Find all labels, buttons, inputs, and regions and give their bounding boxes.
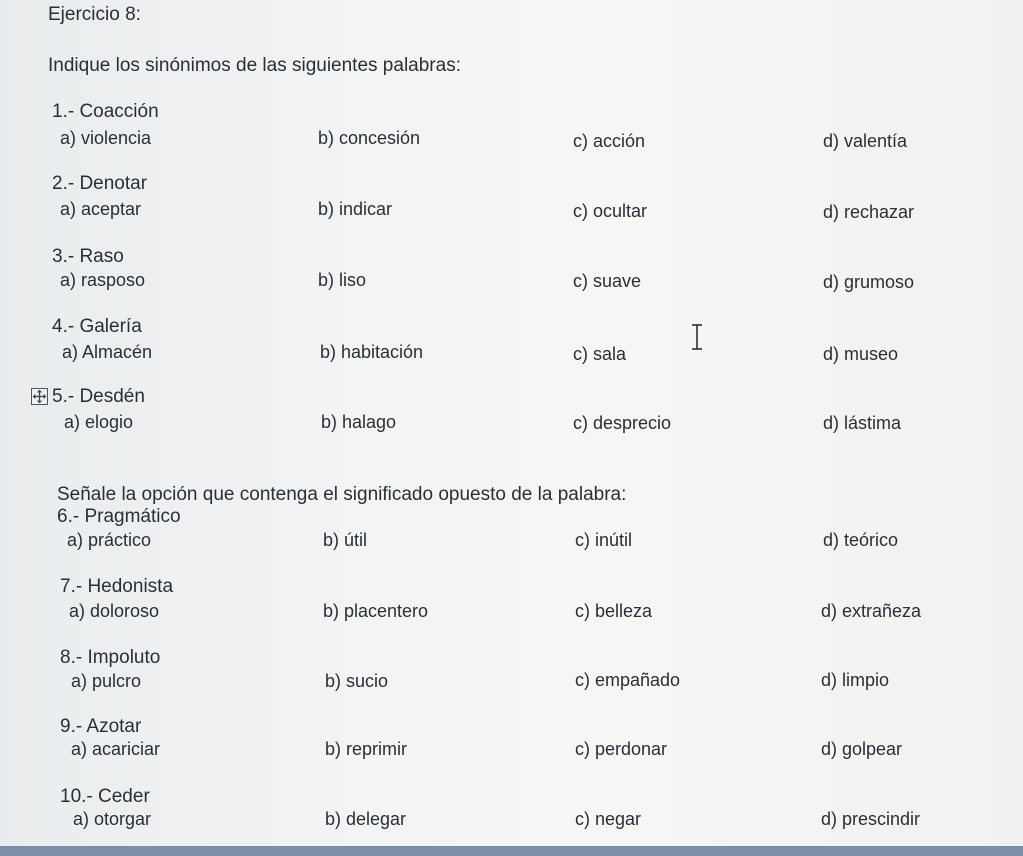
option-b: b) liso	[318, 270, 367, 290]
exercise-title: Ejercicio 8:	[48, 4, 141, 25]
option-d: d) lástima	[823, 413, 902, 433]
option-b: b) placentero	[323, 601, 429, 621]
option-d: d) museo	[823, 344, 899, 364]
option-d: d) extrañeza	[821, 601, 922, 621]
question-word: 7.- Hedonista	[60, 576, 174, 597]
option-d: d) prescindir	[821, 809, 921, 829]
option-c: c) desprecio	[573, 413, 672, 433]
question-word: 9.- Azotar	[60, 716, 142, 737]
option-c: c) acción	[573, 131, 646, 151]
option-d: d) grumoso	[823, 272, 915, 292]
question-word: 1.- Coacción	[52, 101, 159, 122]
question-word: 8.- Impoluto	[60, 647, 161, 668]
synonyms-instructions: Indique los sinónimos de las siguientes palabras:	[48, 55, 461, 76]
option-a: a) práctico	[67, 530, 152, 550]
option-c: c) suave	[573, 271, 642, 291]
option-a: a) Almacén	[62, 342, 153, 362]
move-icon[interactable]	[31, 388, 48, 405]
option-a: a) pulcro	[71, 671, 142, 691]
option-b: b) sucio	[325, 671, 389, 691]
option-d: d) limpio	[821, 670, 890, 690]
question-word: 2.- Denotar	[52, 173, 148, 194]
option-d: d) teórico	[823, 530, 899, 550]
question-word: 5.- Desdén	[52, 386, 145, 407]
text-cursor-icon	[688, 322, 706, 352]
option-d: d) rechazar	[823, 202, 915, 222]
question-word: 3.- Raso	[52, 246, 124, 267]
option-a: a) otorgar	[73, 809, 152, 829]
option-c: c) empañado	[575, 670, 681, 690]
option-a: a) acariciar	[71, 739, 161, 759]
question-word: 4.- Galería	[52, 316, 142, 337]
option-a: a) aceptar	[60, 199, 142, 219]
option-a: a) elogio	[64, 412, 134, 432]
option-c: c) perdonar	[575, 739, 668, 759]
option-b: b) delegar	[325, 809, 407, 829]
taskbar-strip	[0, 846, 1023, 856]
option-c: c) belleza	[575, 601, 653, 621]
antonyms-instructions: Señale la opción que contenga el significado opuesto de la palabra:	[57, 484, 627, 505]
option-b: b) habitación	[320, 342, 424, 362]
question-word: 6.- Pragmático	[57, 506, 181, 527]
option-c: c) inútil	[575, 530, 633, 550]
option-b: b) halago	[321, 412, 397, 432]
option-d: d) golpear	[821, 739, 903, 759]
option-d: d) valentía	[823, 131, 908, 151]
question-word: 10.- Ceder	[60, 786, 150, 807]
option-b: b) indicar	[318, 199, 393, 219]
option-c: c) ocultar	[573, 201, 648, 221]
option-b: b) concesión	[318, 128, 421, 148]
option-c: c) negar	[575, 809, 642, 829]
option-a: a) rasposo	[60, 270, 146, 290]
option-b: b) reprimir	[325, 739, 408, 759]
option-b: b) útil	[323, 530, 368, 550]
option-c: c) sala	[573, 344, 627, 364]
option-a: a) violencia	[60, 128, 152, 148]
option-a: a) doloroso	[69, 601, 160, 621]
